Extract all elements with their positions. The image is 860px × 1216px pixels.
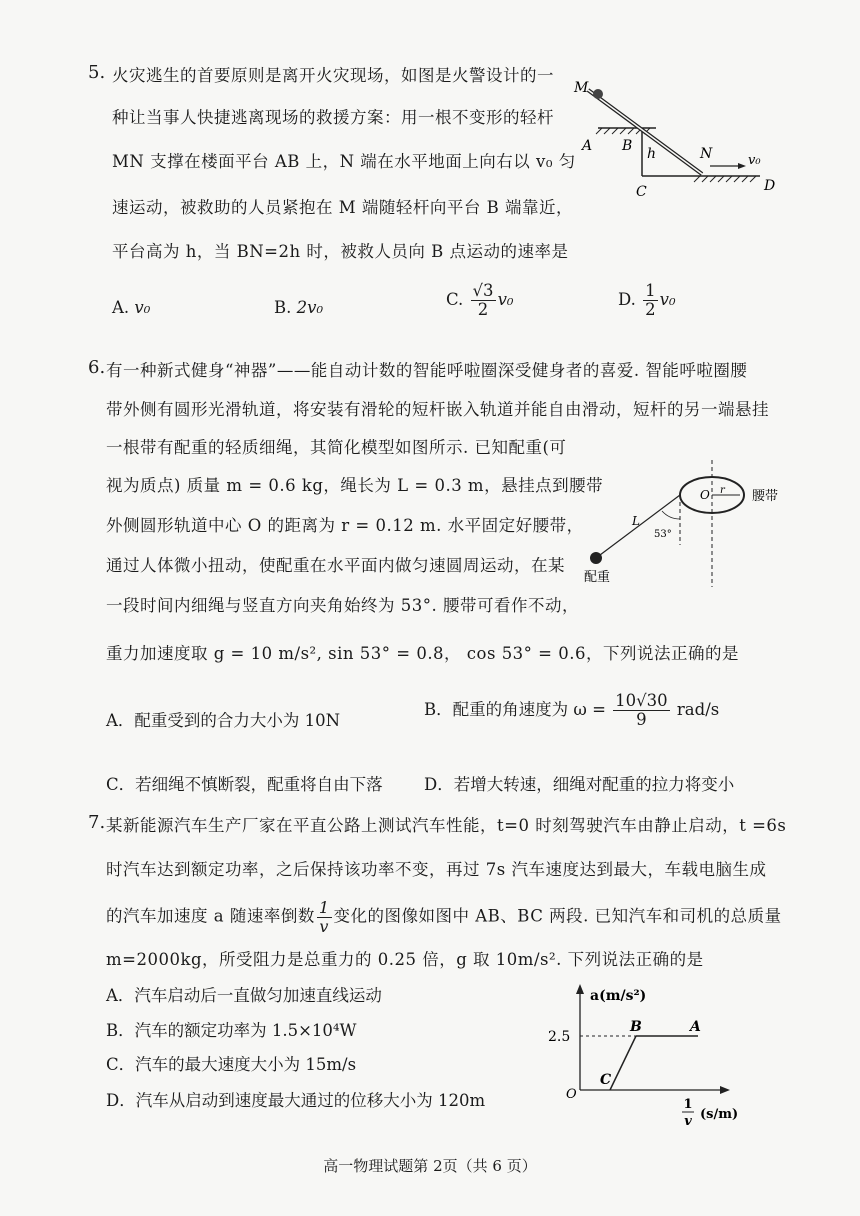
label-d: D bbox=[764, 178, 776, 194]
q5-option-d-suffix: v₀ bbox=[659, 290, 676, 310]
q6-number: 6. bbox=[88, 357, 106, 378]
label-weight: 配重 bbox=[584, 570, 611, 585]
label-b: B bbox=[630, 1019, 642, 1035]
q7-option-a: A．汽车启动后一直做匀加速直线运动 bbox=[106, 986, 382, 1005]
x-axis-arrow-icon bbox=[720, 1086, 730, 1094]
q6-option-b-prefix: B．配重的角速度为 ω = bbox=[424, 700, 606, 720]
q7-number: 7. bbox=[88, 812, 106, 833]
rescued-person-icon bbox=[593, 89, 603, 99]
q5-line-2: 种让当事人快捷逃离现场的救援方案：用一根不变形的轻杆 bbox=[112, 108, 554, 127]
label-n: N bbox=[700, 146, 713, 162]
q6-line-4: 视为质点) 质量 m = 0.6 kg，绳长为 L = 0.3 m，悬挂点到腰带 bbox=[106, 476, 604, 495]
q6-option-a: A．配重受到的合力大小为 10N bbox=[106, 711, 341, 730]
label-a: A bbox=[690, 1019, 701, 1035]
origin-label: O bbox=[566, 1087, 577, 1102]
y-axis-arrow-icon bbox=[576, 984, 584, 994]
q6-line-8: 重力加速度取 g = 10 m/s², sin 53° = 0.8， cos 53° = 0.6，下列说法正确的是 bbox=[106, 644, 739, 663]
arrow-head-icon bbox=[738, 163, 746, 169]
q7-line-3b: 变化的图像如图中 AB、BC 两段. 已知汽车和司机的总质量 bbox=[333, 906, 782, 926]
q5-option-c-den: 2 bbox=[477, 300, 489, 320]
q5-option-d bbox=[618, 282, 676, 319]
q6-hula-hoop-figure bbox=[580, 455, 810, 590]
q5-option-d-den: 2 bbox=[645, 300, 656, 320]
q5-line-1: 火灾逃生的首要原则是离开火灾现场，如图是火警设计的一 bbox=[112, 66, 554, 85]
segment-bc bbox=[610, 1036, 636, 1090]
label-angle: 53° bbox=[654, 529, 672, 540]
q6-option-b-unit: rad/s bbox=[676, 700, 720, 720]
q7-line-3 bbox=[106, 899, 782, 935]
q7-line-3a: 的汽车加速度 a 随速率倒数 bbox=[106, 906, 315, 926]
q7-option-c: C．汽车的最大速度大小为 15m/s bbox=[106, 1055, 357, 1074]
q6-line-7: 一段时间内细绳与竖直方向夹角始终为 53°. 腰带可看作不动， bbox=[106, 596, 579, 615]
q5-option-c bbox=[446, 282, 514, 319]
q6-line-5: 外侧圆形轨道中心 O 的距离为 r = 0.12 m. 水平固定好腰带， bbox=[106, 516, 584, 535]
label-c: C bbox=[600, 1072, 612, 1088]
q6-line-3: 一根带有配重的轻质细绳，其简化模型如图所示. 已知配重(可 bbox=[106, 438, 567, 457]
x-label-num: 1 bbox=[683, 1097, 693, 1112]
q5-option-c-num: √3 bbox=[472, 281, 494, 300]
q5-option-c-suffix: v₀ bbox=[497, 290, 514, 310]
counterweight-icon bbox=[590, 552, 602, 564]
q5-number: 5. bbox=[88, 62, 106, 83]
label-c: C bbox=[636, 184, 647, 200]
q6-option-b-num: 10√30 bbox=[615, 691, 668, 710]
angle-arc bbox=[662, 511, 680, 519]
label-b: B bbox=[622, 138, 633, 154]
x-label-unit: (s/m) bbox=[700, 1107, 739, 1122]
ground-hatching bbox=[694, 176, 756, 182]
label-a: A bbox=[582, 138, 593, 154]
q5-line-4: 速运动，被救助的人员紧抱在 M 端随轻杆向平台 B 端靠近， bbox=[112, 198, 573, 217]
q6-option-d: D．若增大转速，细绳对配重的拉力将变小 bbox=[424, 775, 735, 794]
label-belt: 腰带 bbox=[752, 489, 779, 504]
q5-option-b-value: 2v₀ bbox=[296, 298, 324, 317]
q6-option-b-den: 9 bbox=[636, 710, 647, 730]
q5-option-a-value: v₀ bbox=[134, 298, 151, 317]
q7-line-1: 某新能源汽车生产厂家在平直公路上测试汽车性能，t=0 时刻驾驶汽车由静止启动，t =6s bbox=[106, 816, 787, 835]
q5-option-b-label: B. bbox=[274, 298, 292, 317]
y-tick-label: 2.5 bbox=[548, 1029, 571, 1045]
q6-option-c: C．若细绳不慎断裂，配重将自由下落 bbox=[106, 775, 383, 794]
q5-option-a-label: A. bbox=[112, 298, 130, 317]
label-m: M bbox=[574, 80, 589, 96]
q7-accel-graph bbox=[540, 980, 780, 1130]
q6-line-2: 带外侧有圆形光滑轨道，将安装有滑轮的短杆嵌入轨道并能自由滑动，短杆的另一端悬挂 bbox=[106, 400, 769, 419]
q7-line-2: 时汽车达到额定功率，之后保持该功率不变，再过 7s 汽车速度达到最大，车载电脑生成 bbox=[106, 860, 767, 879]
q6-line-1: 有一种新式健身“神器”——能自动计数的智能呼啦圈深受健身者的喜爱. 智能呼啦圈腰 bbox=[106, 361, 748, 380]
label-h: h bbox=[647, 146, 657, 162]
q6-option-b bbox=[424, 692, 719, 729]
q7-option-b: B．汽车的额定功率为 1.5×10⁴W bbox=[106, 1021, 357, 1040]
page-footer: 高一物理试题第 2页（共 6 页） bbox=[323, 1157, 537, 1175]
y-axis-label: a(m/s²) bbox=[590, 988, 647, 1004]
q5-option-b bbox=[274, 298, 323, 317]
q5-rescue-figure bbox=[560, 70, 800, 210]
q5-option-c-label: C. bbox=[446, 290, 464, 310]
q5-option-d-num: 1 bbox=[645, 281, 656, 300]
q7-frac-num: 1 bbox=[318, 898, 330, 917]
x-label-den: v bbox=[684, 1114, 692, 1129]
q7-option-d: D．汽车从启动到速度最大通过的位移大小为 120m bbox=[106, 1091, 486, 1110]
q5-line-3: MN 支撑在楼面平台 AB 上，N 端在水平地面上向右以 v₀ 匀 bbox=[112, 152, 576, 171]
q7-line-4: m=2000kg，所受阻力是总重力的 0.25 倍，g 取 10m/s². 下列说法正确的是 bbox=[106, 950, 704, 969]
q5-line-5: 平台高为 h，当 BN=2h 时，被救人员向 B 点运动的速率是 bbox=[112, 242, 569, 261]
label-o: O bbox=[700, 488, 710, 502]
q7-frac-den: v bbox=[319, 916, 329, 936]
label-r: r bbox=[720, 485, 725, 496]
label-l: L bbox=[632, 514, 640, 528]
q6-line-6: 通过人体微小扭动，使配重在水平面内做匀速圆周运动，在某 bbox=[106, 556, 565, 575]
label-v0: v₀ bbox=[748, 153, 761, 168]
q5-option-a bbox=[112, 298, 150, 317]
q5-option-d-label: D. bbox=[618, 290, 636, 310]
